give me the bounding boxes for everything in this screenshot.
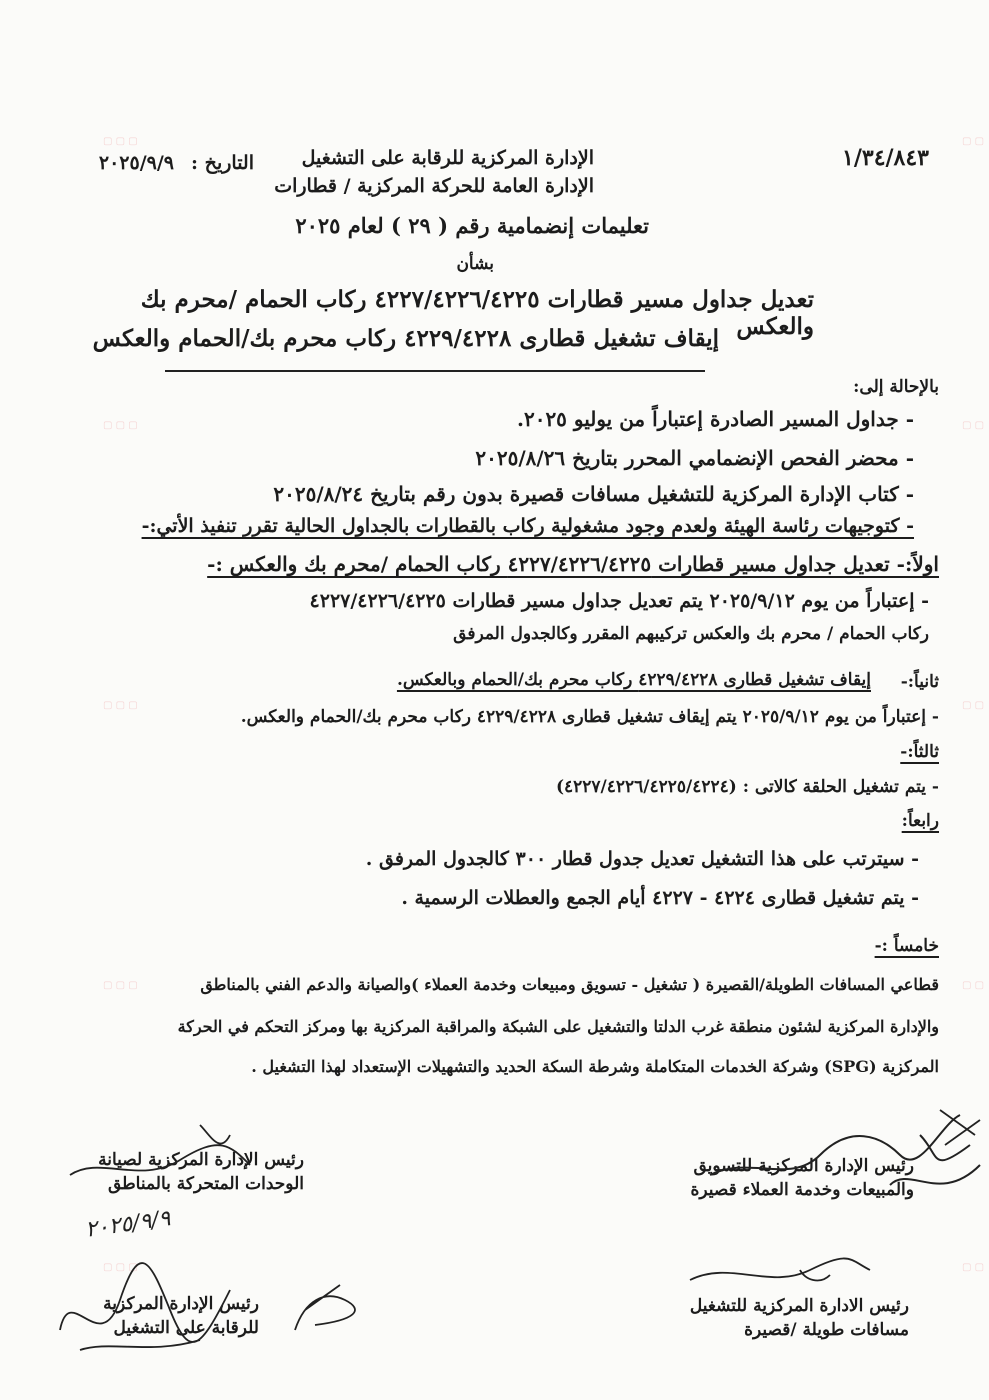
section-third-body: - يتم تشغيل الحلقة كالاتى : (٤٢٢٧/٤٢٢٦/٤٢٢٥/٤٢٢٤) — [555, 777, 939, 797]
watermark: ▢ ▢ — [962, 980, 985, 991]
reference-item: - كتاب الإدارة المركزية للتشغيل مسافات قصيرة بدون رقم بتاريخ ٢٠٢٥/٨/٢٤ — [273, 482, 914, 506]
watermark: ▢ ▢ — [962, 700, 985, 711]
section-second-body: - إعتباراً من يوم ٢٠٢٥/٩/١٢ يتم إيقاف تشغيل قطارى ٤٢٢٩/٤٢٢٨ ركاب محرم بك/الحمام والعكس. — [240, 707, 939, 727]
signatory-title: للرقابة على التشغيل — [113, 1318, 259, 1338]
reference-item: - كتوجيهات رئاسة الهيئة ولعدم وجود مشغولية ركاب بالقطارات بالجداول الحالية تقرر تنفيذ الأتي:- — [141, 515, 914, 537]
date-label: التاريخ : — [191, 152, 254, 174]
section-first-body-line-2: ركاب الحمام / محرم بك والعكس تركيبهم المقرر وكالجدول المرفق — [453, 624, 929, 644]
watermark: ▢ ▢ — [962, 420, 985, 431]
watermark: ▢ ▢ ▢ — [103, 980, 138, 991]
signatory-title: رئيس الإدارة المركزية — [103, 1294, 259, 1314]
signatory-title: رئيس الإدارة المركزية للتسويق — [693, 1156, 914, 1176]
references-intro: بالإحالة إلى: — [853, 377, 939, 397]
organization-line-1: الإدارة المركزية للرقابة على التشغيل — [301, 147, 594, 169]
section-fifth-line-1: قطاعي المسافات الطويلة/القصيرة ( تشغيل - تسويق ومبيعات وخدمة العملاء )والصيانة والدعم الفني بالمناطق — [200, 975, 939, 994]
signatory-title: رئيس الإدارة المركزية لصيانة — [98, 1150, 304, 1170]
date-value: ٢٠٢٥/٩/٩ — [98, 152, 174, 174]
watermark: ▢ ▢ ▢ — [103, 1262, 138, 1273]
signatory-title: رئيس الادارة المركزية للتشغيل — [689, 1296, 909, 1316]
section-fourth-heading: رابعاً: — [901, 811, 939, 831]
reference-item: - محضر الفحص الإنضمامي المحرر بتاريخ ٢٠٢٥/٨/٢٦ — [475, 446, 914, 470]
signatory-title: مسافات طويلة /قصيرة — [744, 1320, 909, 1340]
concerning-label: بشأن — [456, 254, 494, 274]
section-second-label: ثانياً:- — [900, 672, 939, 692]
watermark: ▢ ▢ — [962, 1262, 985, 1273]
watermark: ▢ ▢ ▢ — [103, 136, 138, 147]
section-second-heading: إيقاف تشغيل قطارى ٤٢٢٩/٤٢٢٨ ركاب محرم بك/الحمام وبالعكس. — [396, 670, 871, 690]
reference-item: - جداول المسير الصادرة إعتباراً من يوليو ٢٠٢٥. — [516, 407, 914, 431]
section-fifth-heading: خامساً :- — [874, 936, 939, 956]
reference-number: ١/٣٤/٨٤٣ — [842, 145, 929, 171]
section-first-body-line-1: - إعتباراً من يوم ٢٠٢٥/٩/١٢ يتم تعديل جداول مسير قطارات ٤٢٢٧/٤٢٢٦/٤٢٢٥ — [309, 590, 929, 612]
signature-operations — [680, 1240, 880, 1330]
subject-line-2: إيقاف تشغيل قطارى ٤٢٢٩/٤٢٢٨ ركاب محرم بك/الحمام والعكس — [92, 325, 719, 352]
section-fifth-line-3: المركزية (SPG) وشركة الخدمات المتكاملة وشرطة السكة الحديد والتشهيلات الإستعداد لهذا التشغيل . — [251, 1057, 939, 1076]
organization-line-2: الإدارة العامة للحركة المركزية / قطارات — [274, 175, 594, 197]
section-fourth-item: - سيترتب على هذا التشغيل تعديل جدول قطار ٣٠٠ كالجدول المرفق . — [365, 848, 919, 870]
document-title: تعليمات إنضمامية رقم ( ٢٩ ) لعام ٢٠٢٥ — [295, 213, 649, 238]
section-third-heading: ثالثاً:- — [900, 742, 939, 762]
signature-control — [40, 1240, 280, 1370]
subject-line-1: تعديل جداول مسير قطارات ٤٢٢٧/٤٢٢٦/٤٢٢٥ ركاب الحمام /محرم بك والعكس — [140, 286, 814, 340]
section-fourth-item: - يتم تشغيل قطارى ٤٢٢٤ - ٤٢٢٧ أيام الجمع والعطلات الرسمية . — [401, 887, 919, 909]
section-first-heading: اولاً:- تعديل جداول مسير قطارات ٤٢٢٧/٤٢٢٦/٤٢٢٥ ركاب الحمام /محرم بك والعكس :- — [207, 552, 939, 576]
watermark: ▢ ▢ ▢ — [103, 700, 138, 711]
section-fifth-line-2: والإدارة المركزية لشئون منطقة غرب الدلتا والتشغيل على الشبكة والمراقبة المركزية بها ومركز التحكم في الحركة — [177, 1017, 939, 1036]
watermark: ▢ ▢ — [962, 136, 985, 147]
title-underline — [165, 370, 705, 372]
signatory-title: الوحدات المتحركة بالمناطق — [107, 1174, 304, 1194]
signature-maintenance — [60, 1115, 260, 1205]
signatory-title: والمبيعات وخدمة العملاء قصيرة — [690, 1180, 914, 1200]
handwritten-date: ٢٠٢٥/٩/٩ — [83, 1206, 173, 1243]
signature-mark — [285, 1280, 365, 1340]
signature-marketing — [690, 1095, 989, 1235]
watermark: ▢ ▢ ▢ — [103, 420, 138, 431]
